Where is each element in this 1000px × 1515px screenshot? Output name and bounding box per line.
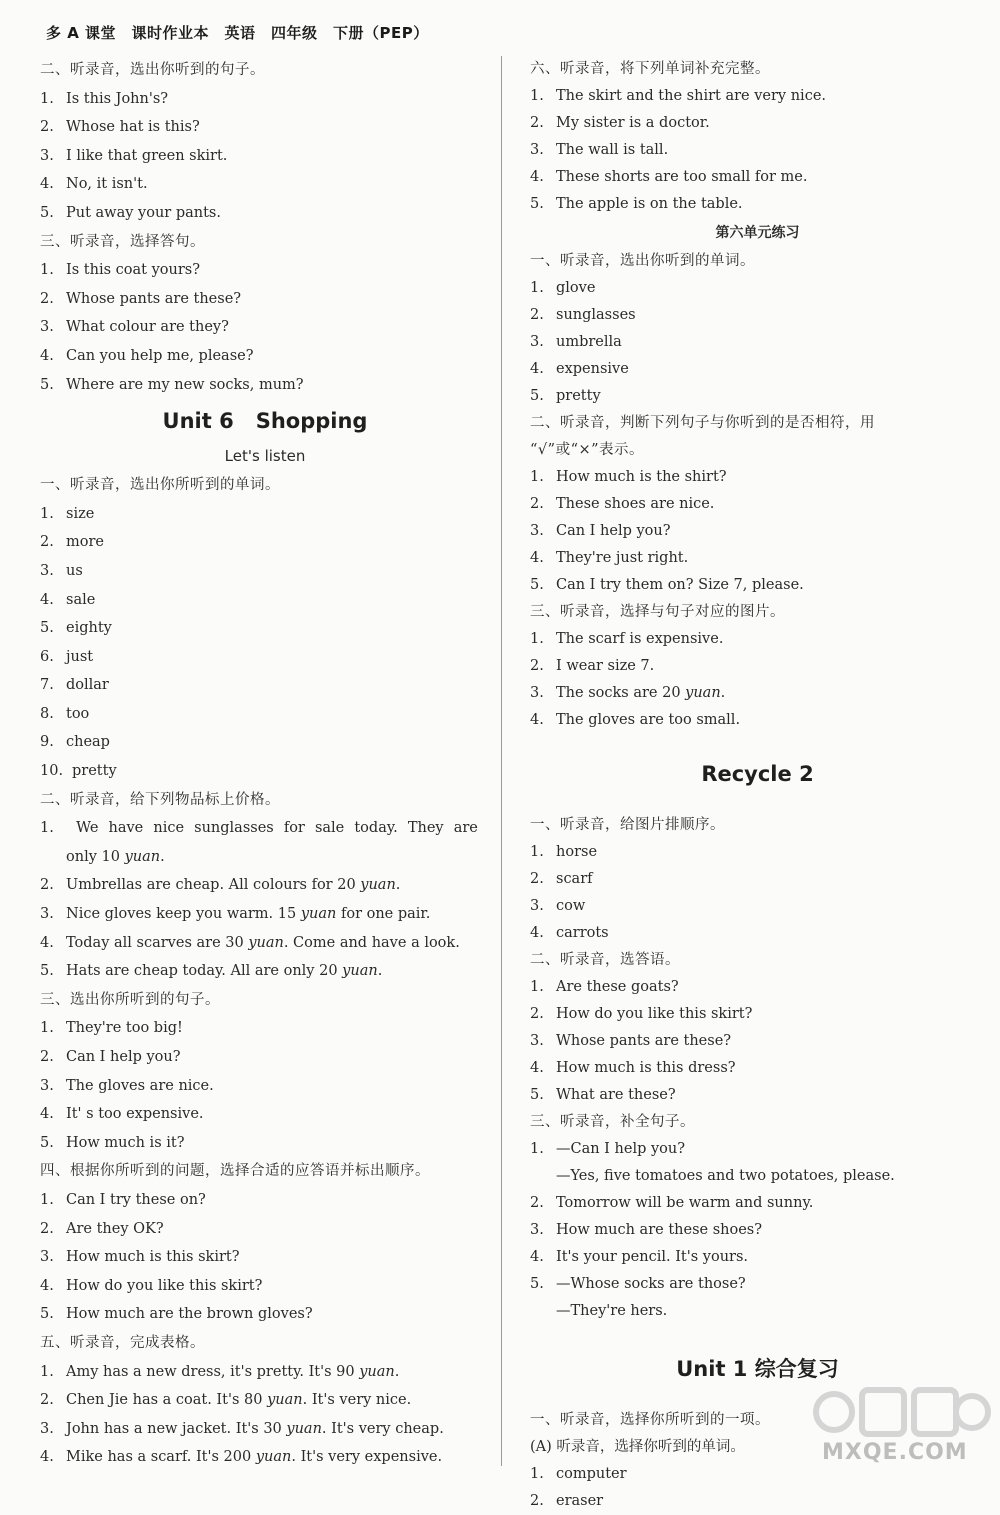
list-item: 1. computer [530,1466,627,1482]
list-item: 3. Whose pants are these? [530,1033,732,1049]
section-title-continued: “√”或“×”表示。 [530,442,645,458]
list-item: 4. These shorts are too small for me. [530,169,808,185]
list-item: 3. The socks are 20 yuan. [530,685,726,701]
list-item: 2. Tomorrow will be warm and sunny. [530,1195,814,1211]
list-item: 2. Chen Jie has a coat. It's 80 yuan. It's very nice. [40,1392,412,1409]
unit1-review-title: Unit 1 综合复习 [676,1357,839,1381]
list-item: 5. The apple is on the table. [530,196,743,212]
list-item: 4. How much is this dress? [530,1060,736,1076]
section-title: 六、听录音，将下列单词补充完整。 [530,61,770,77]
list-item: 3. umbrella [530,334,622,350]
list-item: 4. It's your pencil. It's yours. [530,1249,749,1265]
list-item: 3. Can I help you? [530,523,671,539]
section-title: 二、听录音，选答语。 [530,952,680,968]
list-item: 4. sale [40,591,96,608]
list-item: 2. My sister is a doctor. [530,115,710,131]
section-subtitle: (A) 听录音，选择你听到的单词。 [530,1439,745,1455]
list-item: 4. expensive [530,361,629,377]
list-item: 3. John has a new jacket. It's 30 yuan. It's very cheap. [40,1420,444,1437]
section-title: 五、听录音，完成表格。 [40,1334,205,1351]
list-item: 1. The scarf is expensive. [530,631,724,647]
list-item: 2. These shoes are nice. [530,496,715,512]
unit6-review-title: 第六单元练习 [715,225,800,241]
list-item: 7. dollar [40,677,109,694]
list-item: 5. Where are my new socks, mum? [40,376,304,393]
list-item: 4. Today all scarves are 30 yuan. Come and have a look. [40,934,460,951]
list-item: 1. Is this John's? [40,90,169,107]
list-item: 4. They're just right. [530,550,689,566]
list-item: 2. I wear size 7. [530,658,655,674]
section-title: 三、选出你所听到的句子。 [40,991,220,1008]
section-title: 一、听录音，给图片排顺序。 [530,817,725,833]
section-title: 二、听录音，选出你听到的句子。 [40,62,265,78]
list-item: 4. The gloves are too small. [530,712,741,728]
column-divider [501,56,502,1466]
list-item: 1. Can I try these on? [40,1191,206,1208]
list-item: 1. size [40,505,95,522]
section-title: 三、听录音，补全句子。 [530,1114,695,1130]
page-header: 多 A 课堂 课时作业本 英语 四年级 下册（PEP） [46,24,429,42]
list-item: 3. us [40,562,83,579]
list-item: 1. They're too big! [40,1020,183,1037]
list-item: 5. What are these? [530,1087,676,1103]
list-item: 5. —Whose socks are those? [530,1276,746,1292]
list-item: 5. How much are the brown gloves? [40,1306,313,1323]
section-title: 二、听录音，给下列物品标上价格。 [40,791,280,808]
list-item: 2. Umbrellas are cheap. All colours for 20 yuan. [40,877,401,894]
list-item: 3. What colour are they? [40,319,229,336]
left-column [40,56,490,1472]
list-item: 3. Nice gloves keep you warm. 15 yuan for one pair. [40,906,431,923]
list-item: 5. Can I try them on? Size 7, please. [530,577,804,593]
list-item: 4. How do you like this skirt? [40,1277,263,1294]
list-item: 8. too [40,705,90,722]
list-item: 3. cow [530,898,586,914]
list-item: 4. Mike has a scarf. It's 200 yuan. It's very expensive. [40,1449,443,1466]
list-item: 1. How much is the shirt? [530,469,727,485]
section-title: 一、听录音，选出你听到的单词。 [530,253,755,269]
list-item: 3. How much is this skirt? [40,1249,240,1266]
list-item: 2. sunglasses [530,307,636,323]
list-item: 3. The gloves are nice. [40,1077,214,1094]
recycle-title: Recycle 2 [701,762,814,786]
list-item: 10. pretty [40,763,117,780]
list-item: 1. Are these goats? [530,979,679,995]
list-item: 5. How much is it? [40,1134,185,1151]
right-column [530,56,985,1515]
list-item: 2. Can I help you? [40,1049,181,1065]
list-item: 2. eraser [530,1493,604,1509]
list-item: 2. How do you like this skirt? [530,1006,753,1022]
list-item-continued: only 10 yuan. [66,848,165,865]
list-item: 9. cheap [40,734,110,751]
list-item: 5. pretty [530,388,601,404]
list-item: 1. horse [530,844,598,860]
list-item: 2. scarf [530,871,593,887]
list-item: 1. —Can I help you? [530,1141,686,1157]
lets-listen-title: Let's listen [224,447,306,466]
list-item: 2. more [40,534,104,551]
list-item: 1. We have nice sunglasses for sale today. They are [40,820,478,837]
list-item: 1. Is this coat yours? [40,262,200,279]
list-item: 3. The wall is tall. [530,142,669,158]
watermark-text: MXQE.COM [822,1440,968,1465]
list-item: 1. The skirt and the shirt are very nice. [530,88,827,104]
list-item: 4. It' s too expensive. [40,1106,204,1123]
list-item: 1. glove [530,280,596,296]
section-title: 三、听录音，选择与句子对应的图片。 [530,604,785,620]
list-item: 5. Hats are cheap today. All are only 20 yuan. [40,963,383,980]
list-item: 1. Amy has a new dress, it's pretty. It's 90 yuan. [40,1363,400,1380]
list-item: 4. Can you help me, please? [40,347,254,364]
unit-title: Unit 6 Shopping [162,409,368,434]
section-title: 一、听录音，选择你所听到的一项。 [530,1412,770,1428]
list-item: 4. carrots [530,925,609,941]
list-item-continued: —Yes, five tomatoes and two potatoes, please. [556,1168,895,1184]
list-item: 5. eighty [40,620,112,637]
list-item: 3. How much are these shoes? [530,1222,763,1238]
section-title: 二、听录音，判断下列句子与你听到的是否相符，用 [530,415,875,431]
list-item: 2. Are they OK? [40,1220,164,1237]
section-title: 四、根据你所听到的问题，选择合适的应答语并标出顺序。 [40,1163,430,1180]
section-title: 三、听录音，选择答句。 [40,233,205,250]
list-item: 2. Whose hat is this? [40,119,200,136]
list-item: 6. just [40,648,94,665]
list-item: 5. Put away your pants. [40,204,221,221]
list-item: 4. No, it isn't. [40,176,148,193]
list-item-continued: —They're hers. [556,1303,668,1319]
list-item: 3. I like that green skirt. [40,147,228,164]
list-item: 2. Whose pants are these? [40,290,242,307]
section-title: 一、听录音，选出你所听到的单词。 [40,477,280,494]
